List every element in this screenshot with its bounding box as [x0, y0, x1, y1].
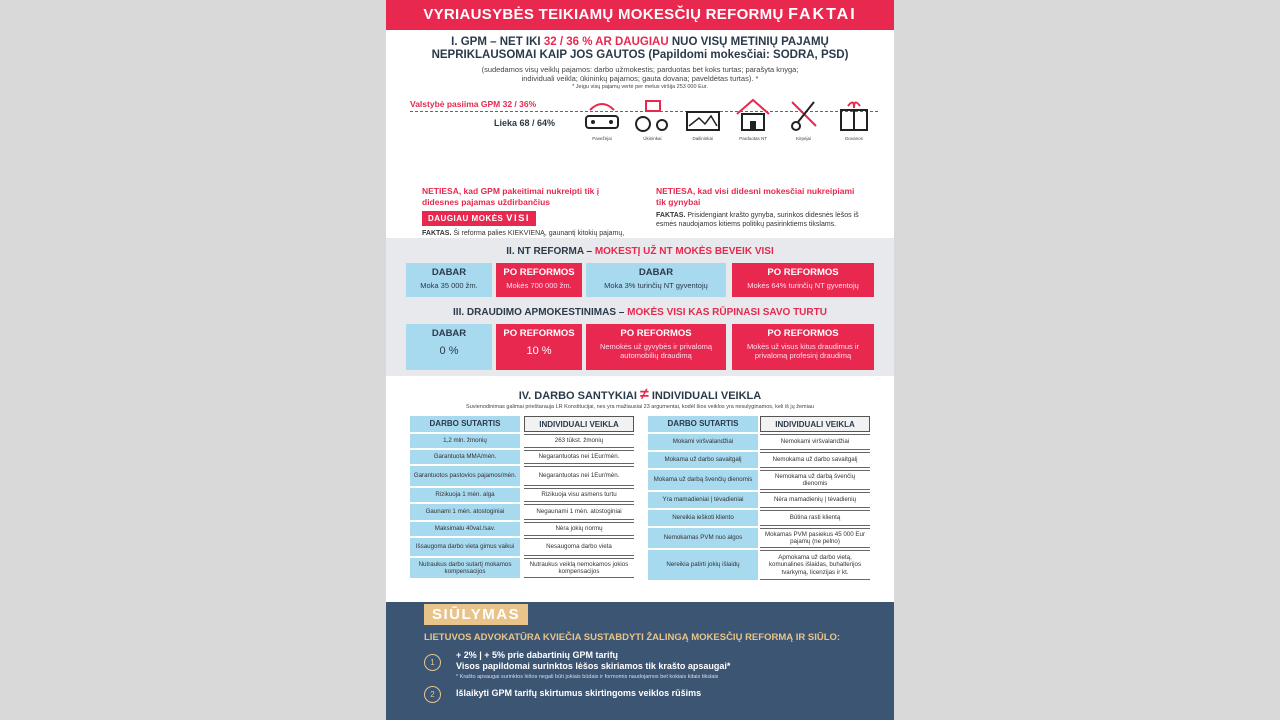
box-title: PO REFORMOS: [767, 267, 839, 278]
table-cell: Išsaugoma darbo vieta gimus vaikui: [410, 538, 520, 556]
gpm-title-b: 32 / 36 % AR DAUGIAU: [543, 36, 669, 48]
box-title: PO REFORMOS: [620, 328, 692, 339]
section-nt-draudimas: [386, 238, 894, 376]
tractor-icon: [628, 96, 676, 148]
page-header: [386, 0, 894, 30]
house-icon: [729, 96, 777, 148]
box-value: 0 %: [439, 345, 459, 357]
nt-box: [496, 263, 582, 297]
nt-box: [406, 263, 492, 297]
badge-bold: VISI: [506, 213, 531, 224]
table-cell: Gaunami 1 mėn. atostoginiai: [410, 504, 520, 520]
header-title: VYRIAUSYBĖS TEIKIAMŲ MOKESČIŲ REFORMŲ: [423, 6, 784, 23]
table-header: INDIVIDUALI VEIKLA: [760, 416, 870, 432]
darbo-subtitle: Suvienodinimas galimai prieštarauja LR Konstitucijai, nes yra mažiausiai 23 argumentai, kodėl šios veiklos yra nesulyginamos, keli iš jų žemiau: [466, 404, 814, 410]
proposal-line1: + 2% | + 5% prie dabartinių GPM tarifų: [456, 650, 619, 660]
table-cell: Nereikia patirti jokių išlaidų: [648, 550, 758, 580]
icon-label: Dailininkai: [692, 136, 714, 141]
table-cell: 263 tūkst. žmonių: [524, 434, 634, 448]
draudimas-title-b: MOKĖS VISI KAS RŪPINASI SAVO TURTU: [627, 307, 827, 318]
left-claim-title: NETIESA, kad GPM pakeitimai nukreipti tik į didesnes pajamas uždirbančius: [422, 186, 600, 207]
box-value: Nemokės už gyvybės ir privalomą automobilių draudimą: [599, 342, 713, 360]
table-left-darbo: [410, 416, 520, 578]
nt-box: [732, 263, 874, 297]
table-right-ind: [760, 416, 870, 580]
badge-text: DAUGIAU MOKĖS: [428, 214, 504, 223]
table-cell: Nėra jokių normų: [524, 522, 634, 536]
box-value: Moka 35 000 žm.: [420, 281, 478, 290]
darbo-title-b: INDIVIDUALI VEIKLA: [651, 390, 762, 402]
state-takes-label: [410, 99, 536, 109]
car-icon: [578, 96, 626, 148]
gpm-subtitle: [402, 65, 878, 83]
right-claim-title: NETIESA, kad visi didesni mokesčiai nukreipiami tik gynybai: [656, 186, 855, 207]
box-title: DABAR: [431, 328, 467, 339]
gpm-title-c: NUO VISŲ METINIŲ PAJAMŲ: [671, 36, 829, 48]
icon-row: [578, 96, 878, 148]
draudimas-title: [386, 307, 894, 318]
table-cell: Negarantuotas nei 1Eur/mėn.: [524, 466, 634, 486]
box-value: Mokės 700 000 žm.: [506, 281, 572, 290]
state-value: 32 / 36%: [502, 99, 537, 109]
nt-title: [386, 246, 894, 257]
scissors-icon: [780, 96, 828, 148]
left-fact-label: FAKTAS.: [422, 230, 452, 237]
table-cell: Nemokamas PVM nuo algos: [648, 528, 758, 548]
box-title: PO REFORMOS: [503, 328, 575, 339]
gpm-sub-line2: individuali veikla; ūkininkų pajamos; gauta dovana; paveldėtas turtas). *: [521, 74, 759, 83]
gpm-title: [402, 36, 878, 62]
table-cell: Nesaugoma darbo vieta: [524, 538, 634, 556]
right-fact-text: Prisidengiant krašto gynyba, surinkos didesnės lėšos iš esmės naudojamos kitiems politikų pasirinktiems tikslams.: [656, 212, 859, 228]
right-fact-label: FAKTAS.: [656, 212, 686, 219]
table-header: DARBO SUTARTIS: [648, 416, 758, 432]
draudimas-title-a: III. DRAUDIMO APMOKESTINIMAS –: [453, 307, 625, 318]
right-fact: [656, 211, 866, 229]
table-cell: 1,2 mln. žmonių: [410, 434, 520, 448]
box-title: PO REFORMOS: [503, 267, 575, 278]
table-cell: Nereikia ieškoti kliento: [648, 510, 758, 526]
icon-label: Kirpėjai: [796, 136, 812, 141]
table-cell: Nutraukus veiklą nemokamos jokios kompensacijos: [524, 558, 634, 578]
not-equal-icon: ≠: [639, 386, 649, 403]
gpm-rate-row: [402, 96, 878, 148]
table-cell: Nemokama už darbo savaitgalį: [760, 452, 870, 468]
table-cell: Negarantuotas nei 1Eur/mėn.: [524, 450, 634, 464]
table-cell: Rizikuoja 1 mėn. alga: [410, 488, 520, 502]
right-claim: [656, 186, 866, 229]
table-cell: Yra mamadieniai | tėvadieniai: [648, 492, 758, 508]
icon-label: Pavežėjai: [592, 136, 612, 141]
icon-label: Dovanos: [845, 136, 863, 141]
table-header: INDIVIDUALI VEIKLA: [524, 416, 634, 432]
table-cell: Nėra mamadienių | tėvadienių: [760, 492, 870, 508]
proposal-item: Išlaikyti GPM tarifų skirtumus skirtingoms veiklos rūšims: [456, 688, 702, 698]
state-label-text: Valstybė pasiima GPM: [410, 99, 501, 109]
table-left-ind: [524, 416, 634, 578]
box-value: Mokės už visus kitus draudimus ir privalomą profesinį draudimą: [746, 342, 860, 360]
box-title: PO REFORMOS: [767, 328, 839, 339]
draudimas-box: [732, 324, 874, 370]
table-cell: Negaunami 1 mėn. atostoginiai: [524, 504, 634, 520]
section-gpm: [386, 30, 894, 244]
table-cell: Mokami viršvalandžiai: [648, 434, 758, 450]
box-title: DABAR: [638, 267, 674, 278]
table-cell: Mokamas PVM pasiekus 45 000 Eur pajamų (ne pelno): [760, 528, 870, 548]
pay-more-badge: [422, 211, 536, 226]
siulymas-badge: SIŪLYMAS: [424, 604, 528, 625]
box-value: Moka 3% turinčių NT gyventojų: [604, 281, 708, 290]
icon-label: Parduotas NT: [739, 136, 768, 141]
nt-title-b: MOKESTĮ UŽ NT MOKĖS BEVEIK VISI: [594, 246, 774, 257]
remains-text: Lieka: [494, 118, 518, 128]
draudimas-box: [406, 324, 492, 370]
table-cell: Būtina rasti klientą: [760, 510, 870, 526]
box-value: 10 %: [526, 345, 552, 357]
table-right-darbo: [648, 416, 758, 580]
table-cell: Nemokama už darbą švenčių dienomis: [760, 470, 870, 490]
painting-icon: [679, 96, 727, 148]
box-value: Mokės 64% turinčių NT gyventojų: [747, 281, 859, 290]
gpm-title-a: I. GPM – NET IKI: [451, 36, 541, 48]
darbo-title-a: IV. DARBO SANTYKIAI: [518, 390, 637, 402]
table-header: DARBO SUTARTIS: [410, 416, 520, 432]
left-fact-text: Ši reforma palies KIEKVIENĄ, gaunantį kitokių pajamų,: [453, 230, 625, 237]
proposal-note: * Krašto apsaugai surinktos lėšos negali būti jokiais būdais ir formomis naudojamos bet kokiais kitais tikslais: [456, 674, 719, 680]
proposal-line2: Visos papildomai surinktos lėšos skiriamos tik krašto apsaugai*: [456, 661, 731, 671]
gpm-footnote: * Jeigu visų pajamų vertė per metus viršija 253 000 Eur.: [572, 84, 708, 90]
draudimas-box: [586, 324, 726, 370]
section-siulymas: [386, 602, 894, 720]
nt-box: [586, 263, 726, 297]
table-cell: Garantuota MMA/mėn.: [410, 450, 520, 464]
table-cell: Maksimalu 40val./sav.: [410, 522, 520, 536]
nt-title-a: II. NT REFORMA –: [506, 246, 593, 257]
section-darbo-santykiai: [386, 380, 894, 602]
infographic-page: [386, 0, 894, 720]
proposal-item: [456, 650, 730, 672]
table-cell: Mokama už darbo savaitgalį: [648, 452, 758, 468]
remains-label: [494, 118, 555, 128]
table-cell: Nutraukus darbo sutartį mokamos kompensacijos: [410, 558, 520, 578]
table-cell: Apmokama už darbo vietą, komunalines išlaidas, buhalterijos tvarkymą, licenzijas ir kt.: [760, 550, 870, 580]
table-cell: Rizikuoja visu asmens turtu: [524, 488, 634, 502]
item-number: 2: [424, 686, 441, 703]
item-number: 1: [424, 654, 441, 671]
header-title-bold: FAKTAI: [788, 6, 857, 23]
gift-icon: [830, 96, 878, 148]
icon-label: Ūkininkai: [643, 136, 662, 141]
table-cell: Nemokami viršvalandžiai: [760, 434, 870, 450]
table-cell: Garantuotos pastovios pajamos/mėn.: [410, 466, 520, 486]
siulymas-headline: LIETUVOS ADVOKATŪRA KVIEČIA SUSTABDYTI ŽALINGĄ MOKESČIŲ REFORMĄ IR SIŪLO:: [424, 632, 841, 643]
gpm-sub-line1: (sudedamos visų veiklų pajamos: darbo užmokestis; parduotas bet koks turtas; parašyta knyga;: [481, 65, 799, 74]
gpm-title-line2: NEPRIKLAUSOMAI KAIP JOS GAUTOS (Papildomi mokesčiai: SODRA, PSD): [431, 49, 849, 61]
remains-value: 68 / 64%: [519, 118, 556, 128]
darbo-title: [386, 386, 894, 404]
table-cell: Mokama už darbą švenčių dienomis: [648, 470, 758, 490]
box-title: DABAR: [431, 267, 467, 278]
draudimas-box: [496, 324, 582, 370]
